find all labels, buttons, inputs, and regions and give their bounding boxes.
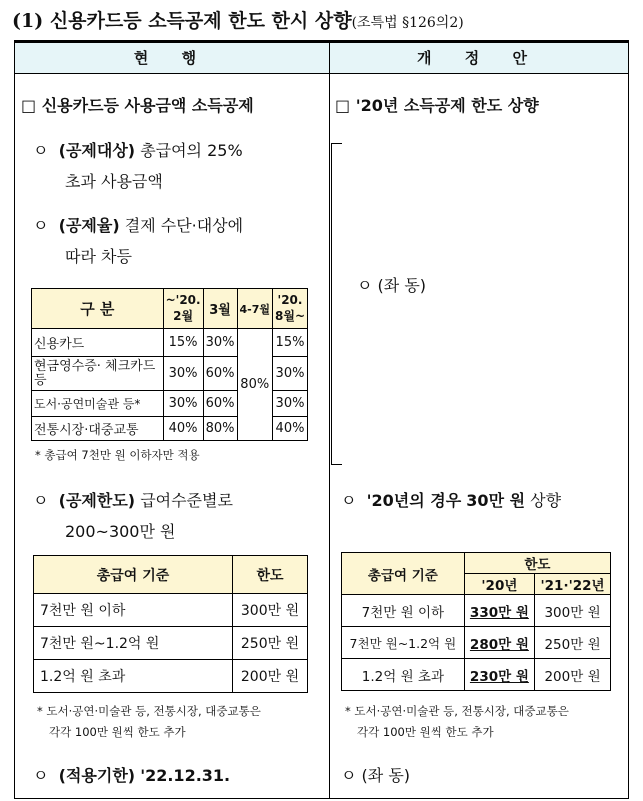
right-item bbox=[341, 486, 561, 516]
rate-table bbox=[31, 288, 308, 441]
limit-table-current bbox=[33, 555, 308, 693]
limit-note-cont: 각각 100만 원씩 한도 추가 bbox=[49, 725, 186, 739]
item-text: '22.12.31. bbox=[140, 766, 231, 785]
same-as-left-2: ㅇ (좌 동) bbox=[341, 766, 411, 785]
table-row bbox=[342, 659, 611, 691]
cell: 40% bbox=[163, 417, 203, 441]
limit-header: 총급여 기준 bbox=[342, 553, 465, 595]
cell: 60% bbox=[203, 357, 237, 391]
item-label: (공제한도) bbox=[58, 491, 136, 510]
cell: 30% bbox=[273, 391, 308, 417]
cell: 30% bbox=[163, 357, 203, 391]
cell: 7천만 원~1.2억 원 bbox=[34, 627, 233, 660]
limit-note: * 도서·공연·미술관 등, 전통시장, 대중교통은 bbox=[37, 704, 261, 718]
limit-header: '20년 bbox=[464, 574, 534, 595]
item-text: 결제 수단·대상에 bbox=[124, 216, 244, 235]
bullet: ㅇ bbox=[33, 766, 49, 785]
cell: 30% bbox=[203, 329, 237, 357]
limit-note: * 도서·공연·미술관 등, 전통시장, 대중교통은 bbox=[345, 704, 569, 718]
item-period bbox=[33, 761, 230, 791]
item-amount: 30만 원 bbox=[466, 491, 526, 510]
table-row bbox=[32, 329, 308, 357]
item-target-cont: 초과 사용금액 bbox=[65, 172, 163, 191]
cell: 60% bbox=[203, 391, 237, 417]
item-text: 총급여의 25% bbox=[140, 141, 243, 160]
table-row bbox=[34, 594, 308, 627]
comparison-table bbox=[14, 40, 629, 799]
item-target bbox=[33, 136, 243, 166]
cell: 300만 원 bbox=[535, 595, 611, 627]
limit-header: '21·'22년 bbox=[535, 574, 611, 595]
item-limit bbox=[33, 486, 233, 516]
cell: 신용카드 bbox=[32, 329, 164, 357]
cell: 40% bbox=[273, 417, 308, 441]
cell: 도서·공연미술관 등* bbox=[32, 391, 164, 417]
header-current: 현 행 bbox=[15, 43, 329, 74]
cell: 1.2억 원 초과 bbox=[34, 660, 233, 693]
cell: 30% bbox=[163, 391, 203, 417]
page-title bbox=[12, 6, 464, 33]
bracket bbox=[331, 143, 342, 465]
cell: 현금영수증· 체크카드 등 bbox=[32, 357, 164, 391]
rate-header: 3월 bbox=[203, 289, 237, 329]
cell: 80% bbox=[203, 417, 237, 441]
cell: 230만 원 bbox=[464, 659, 534, 691]
table-row bbox=[342, 595, 611, 627]
cell: 7천만 원 이하 bbox=[34, 594, 233, 627]
table-row bbox=[342, 627, 611, 659]
rate-header: 4-7월 bbox=[237, 289, 273, 329]
bullet: ㅇ bbox=[33, 141, 49, 160]
rate-header: 구 분 bbox=[32, 289, 164, 329]
cell: 200만 원 bbox=[535, 659, 611, 691]
limit-table-proposed bbox=[341, 552, 611, 691]
item-rate-cont: 따라 차등 bbox=[65, 247, 132, 266]
item-text: '20년의 경우 bbox=[366, 491, 462, 510]
item-limit-cont: 200~300만 원 bbox=[65, 522, 176, 541]
title-main: (1) 신용카드등 소득공제 한도 한시 상향 bbox=[12, 10, 352, 32]
merged-rate: 80% bbox=[237, 329, 273, 441]
item-label: (공제율) bbox=[58, 216, 120, 235]
cell: 30% bbox=[273, 357, 308, 391]
table-row bbox=[34, 627, 308, 660]
item-label: (공제대상) bbox=[58, 141, 136, 160]
same-as-left-1: ㅇ (좌 동) bbox=[357, 276, 427, 295]
cell: 250만 원 bbox=[535, 627, 611, 659]
table-row bbox=[34, 660, 308, 693]
column-divider bbox=[329, 43, 330, 798]
title-ref: (조특법 §126의2) bbox=[351, 15, 464, 31]
cell: 330만 원 bbox=[464, 595, 534, 627]
cell: 전통시장·대중교통 bbox=[32, 417, 164, 441]
limit-header: 한도 bbox=[233, 556, 308, 594]
item-text: 상향 bbox=[530, 491, 562, 510]
rate-note: * 총급여 7천만 원 이하자만 적용 bbox=[35, 448, 200, 462]
cell: 200만 원 bbox=[233, 660, 308, 693]
cell: 300만 원 bbox=[233, 594, 308, 627]
limit-note-cont: 각각 100만 원씩 한도 추가 bbox=[357, 725, 494, 739]
cell: 7천만 원~1.2억 원 bbox=[342, 627, 465, 659]
item-text: 급여수준별로 bbox=[140, 491, 233, 510]
cell: 7천만 원 이하 bbox=[342, 595, 465, 627]
limit-header: 총급여 기준 bbox=[34, 556, 233, 594]
cell: 1.2억 원 초과 bbox=[342, 659, 465, 691]
bullet: ㅇ bbox=[33, 216, 49, 235]
rate-header: ~'20. 2월 bbox=[163, 289, 203, 329]
bullet: ㅇ bbox=[341, 491, 357, 510]
left-section-title: □ 신용카드등 사용금액 소득공제 bbox=[21, 96, 254, 115]
cell: 15% bbox=[273, 329, 308, 357]
item-rate bbox=[33, 211, 243, 241]
rate-header: '20. 8월~ bbox=[273, 289, 308, 329]
item-label: (적용기한) bbox=[58, 766, 136, 785]
cell: 250만 원 bbox=[233, 627, 308, 660]
header-proposed: 개 정 안 bbox=[330, 43, 628, 74]
bullet: ㅇ bbox=[33, 491, 49, 510]
cell: 280만 원 bbox=[464, 627, 534, 659]
right-section-title: □ '20년 소득공제 한도 상향 bbox=[335, 96, 539, 115]
cell: 15% bbox=[163, 329, 203, 357]
limit-header: 한도 bbox=[464, 553, 610, 574]
